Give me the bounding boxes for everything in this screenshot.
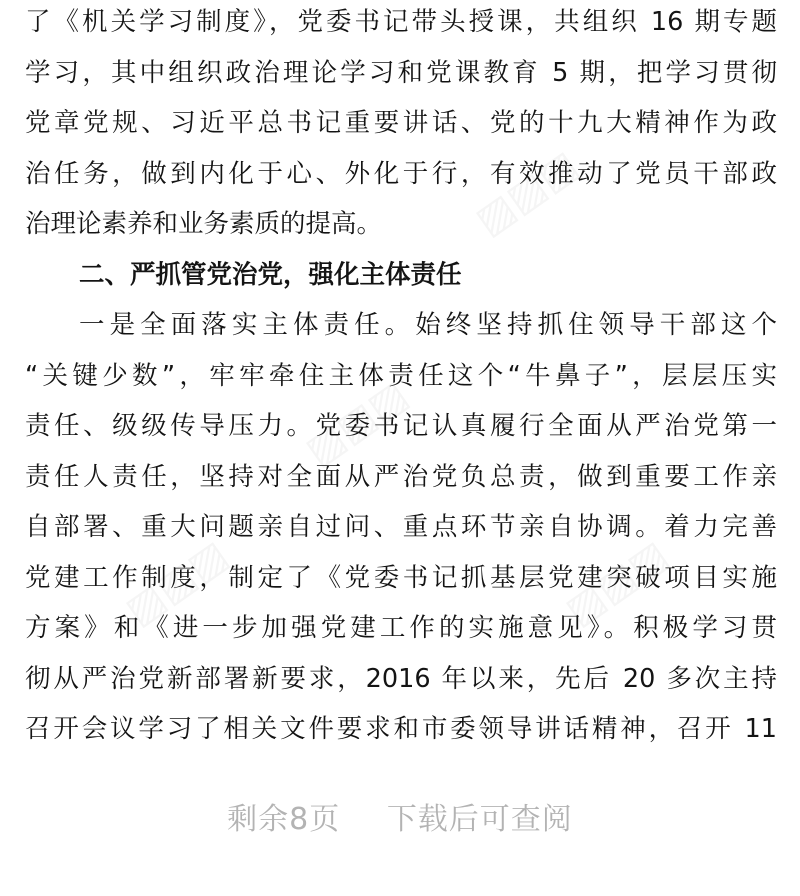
text-line: 责任人责任，坚持对全面从严治党负总责，做到重要工作亲 <box>25 461 777 492</box>
text-line: 党建工作制度，制定了《党委书记抓基层党建突破项目实施 <box>25 562 777 593</box>
text-line: 治任务，做到内化于心、外化于行，有效推动了党员干部政 <box>25 158 777 189</box>
text-line: 方案》和《进一步加强党建工作的实施意见》。积极学习贯 <box>25 613 777 643</box>
watermark: ▨▨▨ <box>467 141 587 245</box>
text-line: 治理论素养和业务素质的提高。 <box>25 209 383 239</box>
text-line: 了《机关学习制度》，党委书记带头授课，共组织 16 期专题 <box>25 7 777 37</box>
text-line: 一是全面落实主体责任。始终坚持抓住领导干部这个 <box>79 310 777 340</box>
section-heading: 二、严抓管党治党，强化主体责任 <box>79 259 462 290</box>
watermark: ▨▨▨ <box>297 371 417 475</box>
remaining-pages-label[interactable]: 剩余8页 <box>227 802 341 837</box>
text-line: 彻从严治党新部署新要求，2016 年以来，先后 20 多次主持 <box>25 663 777 694</box>
text-line: 党章党规、习近平总书记重要讲话、党的十九大精神作为政 <box>25 108 777 138</box>
watermark: ▨▨▨ <box>117 531 237 635</box>
text-line: 召开会议学习了相关文件要求和市委领导讲话精神，召开 11 <box>25 714 777 744</box>
text-line: 责任、级级传导压力。党委书记认真履行全面从严治党第一 <box>25 411 777 441</box>
text-line: 自部署、重大问题亲自过问、重点环节亲自协调。着力完善 <box>25 512 777 542</box>
preview-footer[interactable] <box>0 790 800 850</box>
text-line: “关键少数”，牢牢牵住主体责任这个“牛鼻子”，层层压实 <box>25 360 777 391</box>
text-line: 学习，其中组织政治理论学习和党课教育 5 期，把学习贯彻 <box>25 57 777 88</box>
watermark: ▨▨▨ <box>557 531 677 635</box>
download-to-view-label[interactable]: 下载后可查阅 <box>386 802 573 837</box>
